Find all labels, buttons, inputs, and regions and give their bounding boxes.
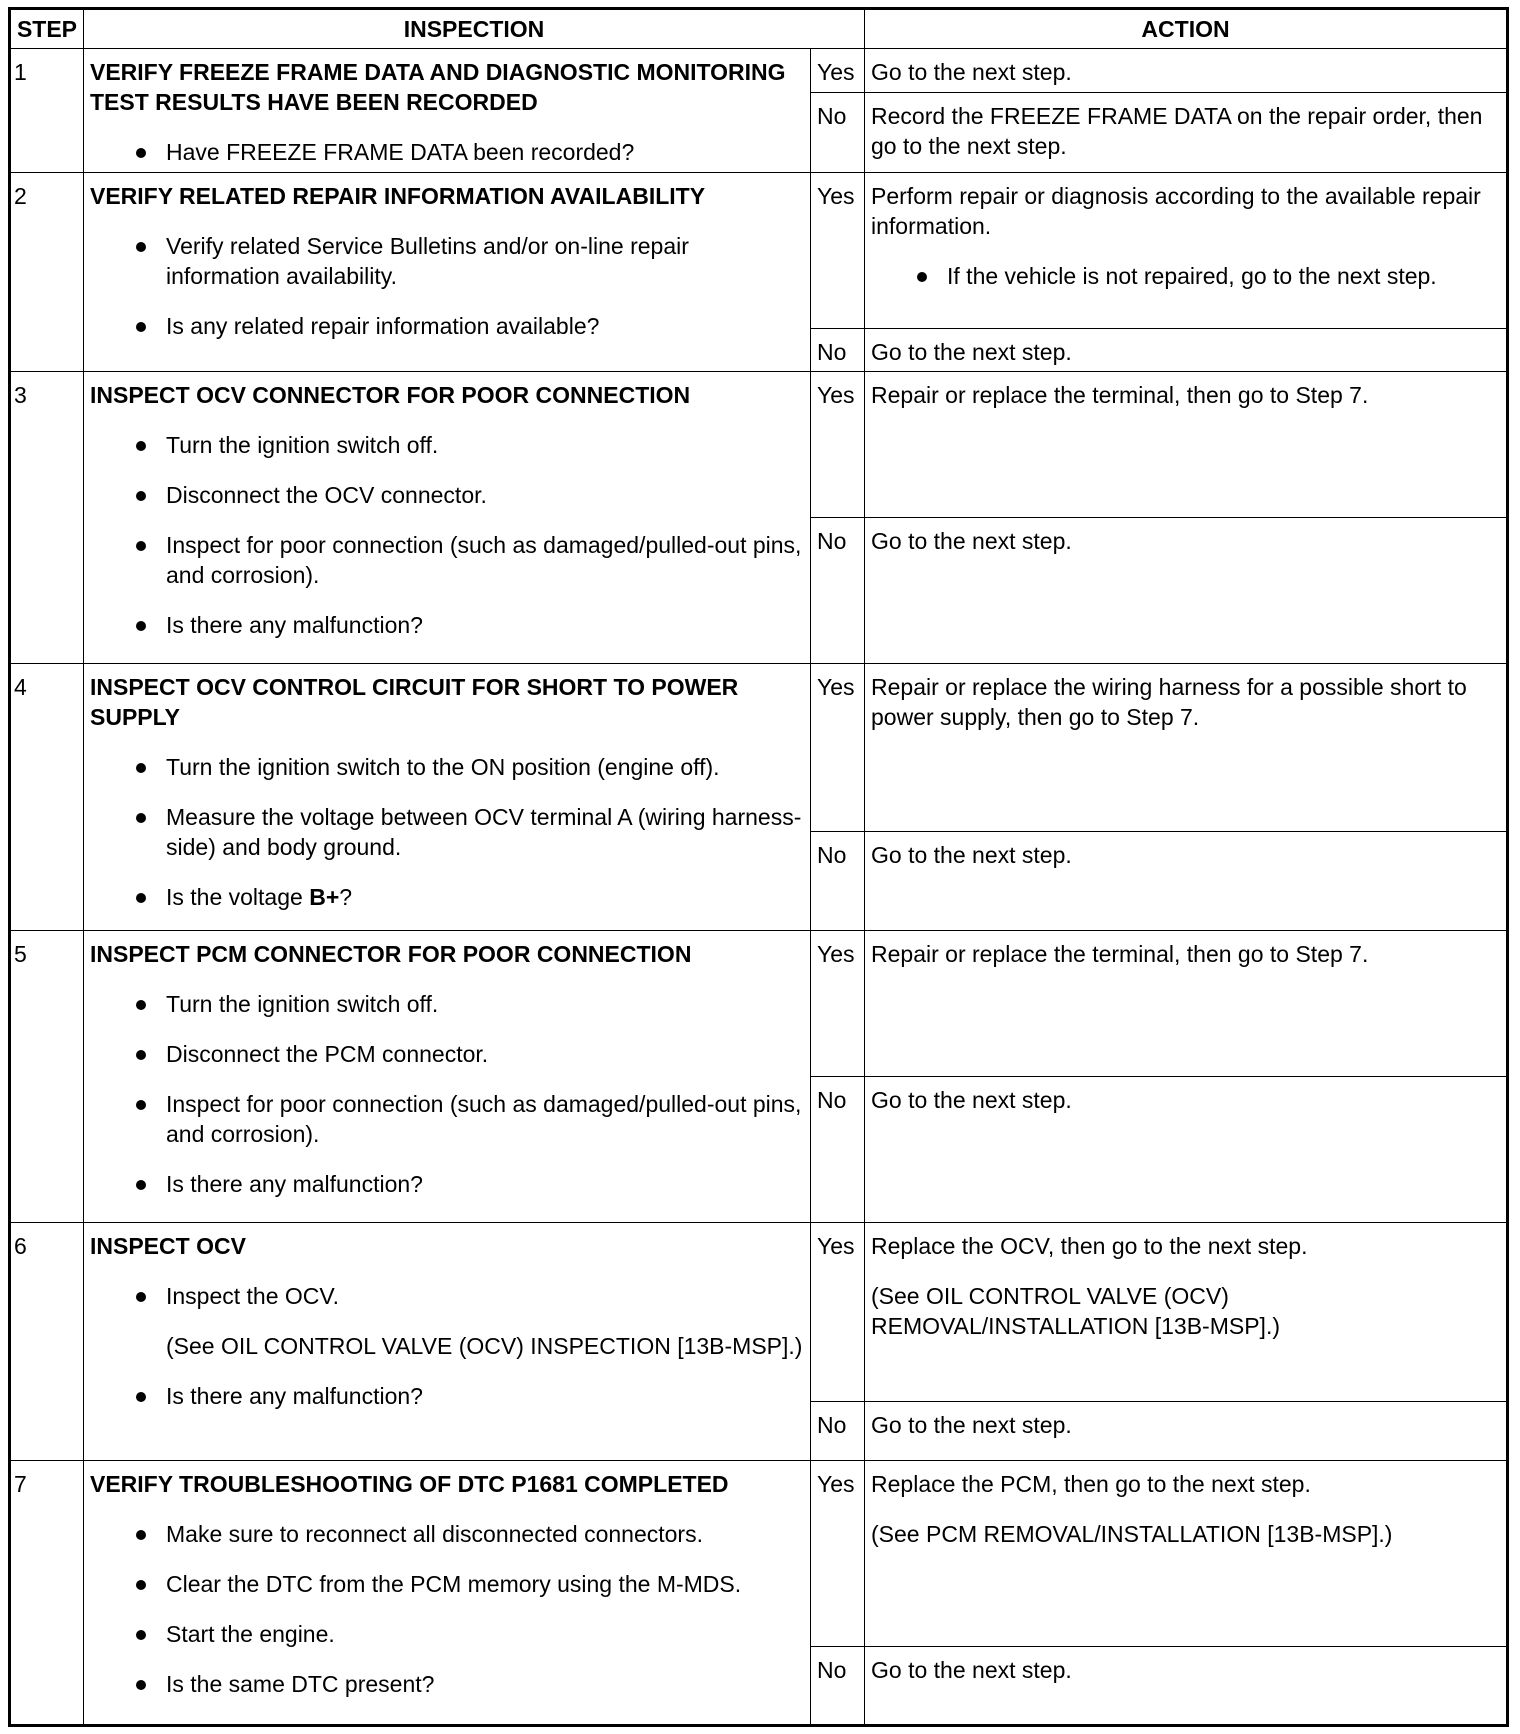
no-label: No <box>811 832 865 930</box>
step-number: 7 <box>10 1461 84 1726</box>
yes-label: Yes <box>811 1223 865 1402</box>
step-title: VERIFY FREEZE FRAME DATA AND DIAGNOSTIC MONITORING TEST RESULTS HAVE BEEN RECORDED <box>90 59 786 115</box>
bullet-item: Inspect the OCV. <box>90 1281 806 1311</box>
reference-note: (See OIL CONTROL VALVE (OCV) INSPECTION [13B-MSP].) <box>166 1333 803 1360</box>
inspection-cell <box>84 1461 811 1726</box>
table-row <box>10 371 1508 517</box>
step-title: INSPECT OCV CONNECTOR FOR POOR CONNECTION <box>90 381 691 408</box>
yes-action: Repair or replace the terminal, then go to Step 7. <box>865 930 1508 1076</box>
step-number: 3 <box>10 371 84 664</box>
bullet-item: Inspect for poor connection (such as damaged/pulled-out pins, and corrosion). <box>90 530 806 590</box>
header-inspection: INSPECTION <box>84 9 865 49</box>
yes-label: Yes <box>811 49 865 93</box>
bullet-item: Disconnect the PCM connector. <box>90 1039 806 1069</box>
no-label: No <box>811 1646 865 1725</box>
table-row <box>10 49 1508 93</box>
bullet-text: Is the voltage <box>166 884 310 911</box>
bullet-item: Verify related Service Bulletins and/or on-line repair information availability. <box>90 231 806 291</box>
no-action: Go to the next step. <box>865 517 1508 663</box>
bullet-item: Start the engine. <box>90 1619 806 1649</box>
no-action: Go to the next step. <box>865 1076 1508 1222</box>
yes-label: Yes <box>811 930 865 1076</box>
step-title: INSPECT PCM CONNECTOR FOR POOR CONNECTION <box>90 940 692 967</box>
step-title: INSPECT OCV <box>90 1233 246 1260</box>
bullet-item: Is there any malfunction? <box>90 610 806 640</box>
no-label: No <box>811 93 865 173</box>
no-label: No <box>811 1076 865 1222</box>
bullet-item: Turn the ignition switch off. <box>90 430 806 460</box>
yes-label: Yes <box>811 664 865 832</box>
yes-action: Replace the PCM, then go to the next step. <box>871 1471 1311 1498</box>
bullet-item: Is any related repair information available? <box>90 311 806 341</box>
yes-action: Repair or replace the terminal, then go to Step 7. <box>865 371 1508 517</box>
no-label: No <box>811 329 865 371</box>
inspection-cell <box>84 371 811 664</box>
bullet-item: Make sure to reconnect all disconnected connectors. <box>90 1519 806 1549</box>
bullet-text: ? <box>339 884 353 911</box>
bullet-item: Is there any malfunction? <box>90 1381 806 1411</box>
step-title: VERIFY RELATED REPAIR INFORMATION AVAILABILITY <box>90 183 706 210</box>
table-row <box>10 173 1508 329</box>
inspection-cell <box>84 49 811 173</box>
bullet-item: Is there any malfunction? <box>90 1169 806 1199</box>
bullet-item: If the vehicle is not repaired, go to the next step. <box>871 261 1502 291</box>
no-action: Go to the next step. <box>865 1646 1508 1725</box>
table-row <box>10 930 1508 1076</box>
yes-action: Perform repair or diagnosis according to the available repair information. <box>871 183 1481 240</box>
bullet-item: Turn the ignition switch off. <box>90 989 806 1019</box>
no-label: No <box>811 1402 865 1461</box>
step-title: INSPECT OCV CONTROL CIRCUIT FOR SHORT TO POWER SUPPLY <box>90 674 739 731</box>
table-row <box>10 1223 1508 1402</box>
reference-note: (See OIL CONTROL VALVE (OCV) REMOVAL/INSTALLATION [13B-MSP].) <box>871 1283 1280 1340</box>
table-row <box>10 664 1508 832</box>
no-action: Go to the next step. <box>865 1402 1508 1461</box>
yes-action-cell <box>865 1461 1508 1646</box>
bullet-item: Is the same DTC present? <box>90 1669 806 1699</box>
reference-note: (See PCM REMOVAL/INSTALLATION [13B-MSP].) <box>871 1521 1393 1548</box>
yes-label: Yes <box>811 1461 865 1646</box>
table-header-row <box>10 9 1508 49</box>
no-label: No <box>811 517 865 663</box>
bullet-item: Measure the voltage between OCV terminal A (wiring harness-side) and body ground. <box>90 802 806 862</box>
header-action: ACTION <box>865 9 1508 49</box>
yes-label: Yes <box>811 173 865 329</box>
no-action: Record the FREEZE FRAME DATA on the repair order, then go to the next step. <box>865 93 1508 173</box>
yes-action: Go to the next step. <box>865 49 1508 93</box>
inspection-cell <box>84 930 811 1223</box>
voltage-value: B+ <box>309 884 340 911</box>
bullet-item: Turn the ignition switch to the ON position (engine off). <box>90 752 806 782</box>
no-action: Go to the next step. <box>865 329 1508 371</box>
inspection-cell <box>84 1223 811 1461</box>
table-row <box>10 1461 1508 1646</box>
step-number: 2 <box>10 173 84 371</box>
bullet-item: Clear the DTC from the PCM memory using the M-MDS. <box>90 1569 806 1599</box>
yes-action: Repair or replace the wiring harness for a possible short to power supply, then go to Step 7. <box>865 664 1508 832</box>
step-number: 1 <box>10 49 84 173</box>
bullet-item: Inspect for poor connection (such as damaged/pulled-out pins, and corrosion). <box>90 1089 806 1149</box>
bullet-item: Disconnect the OCV connector. <box>90 480 806 510</box>
bullet-item: Have FREEZE FRAME DATA been recorded? <box>90 137 806 167</box>
header-step: STEP <box>10 9 84 49</box>
inspection-cell <box>84 664 811 930</box>
no-action: Go to the next step. <box>865 832 1508 930</box>
bullet-item <box>90 882 806 912</box>
step-number: 6 <box>10 1223 84 1461</box>
diagnostic-table <box>8 7 1509 1727</box>
yes-action-cell <box>865 173 1508 329</box>
inspection-cell <box>84 173 811 371</box>
yes-action-cell <box>865 1223 1508 1402</box>
step-number: 4 <box>10 664 84 930</box>
step-number: 5 <box>10 930 84 1223</box>
yes-label: Yes <box>811 371 865 517</box>
yes-action: Replace the OCV, then go to the next step. <box>871 1233 1308 1260</box>
diagnostic-procedure-page <box>8 7 1506 1727</box>
step-title: VERIFY TROUBLESHOOTING OF DTC P1681 COMPLETED <box>90 1471 729 1498</box>
